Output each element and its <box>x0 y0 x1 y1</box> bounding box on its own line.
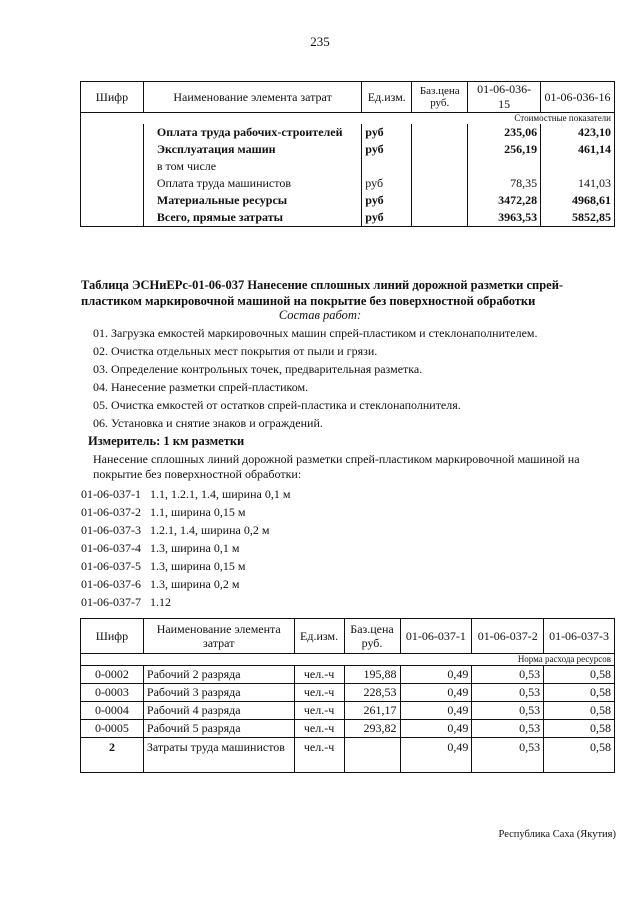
table-row <box>81 666 615 684</box>
code-item <box>81 559 245 574</box>
work-item: 01. Загрузка емкостей маркировочных машин спрей-пластиком и стеклонаполнителем. <box>93 326 538 340</box>
work-item: 02. Очистка отдельных мест покрытия от пыли и грязи. <box>93 344 378 358</box>
code-item <box>81 487 290 502</box>
row-value-15: 256,19 <box>468 141 541 158</box>
row-value-16: 461,14 <box>541 141 615 158</box>
row-name: Рабочий 5 разряда <box>143 720 294 738</box>
row-value-1: 0,49 <box>400 684 472 702</box>
row-value-1: 0,49 <box>400 702 472 720</box>
table-header-row <box>81 82 615 113</box>
row-price <box>344 738 400 773</box>
code-id: 01-06-037-5 <box>81 559 141 573</box>
row-value-3: 0,58 <box>544 738 615 773</box>
row-name: Затраты труда машинистов <box>143 738 294 773</box>
row-value-1: 0,49 <box>400 720 472 738</box>
header-col-2: 01-06-037-2 <box>472 619 544 654</box>
code-id: 01-06-037-1 <box>81 487 141 501</box>
row-value-2: 0,53 <box>472 738 544 773</box>
row-unit: чел.-ч <box>294 702 344 720</box>
work-item: 06. Установка и снятие знаков и ограждений. <box>93 416 323 430</box>
row-code: 0-0002 <box>81 666 144 684</box>
header-base-price: Баз.цена руб. <box>412 82 468 113</box>
row-unit: руб <box>362 209 412 227</box>
code-text: 1.3, ширина 0,15 м <box>150 559 246 573</box>
row-value-3: 0,58 <box>544 702 615 720</box>
work-item: 05. Очистка емкостей от остатков спрей-пластика и стеклонаполнителя. <box>93 398 461 412</box>
row-name: Оплата труда рабочих-строителей <box>143 124 361 141</box>
code-id: 01-06-037-7 <box>81 595 141 609</box>
code-text: 1.2.1, 1.4, ширина 0,2 м <box>150 523 270 537</box>
code-id: 01-06-037-2 <box>81 505 141 519</box>
header-name: Наименование элемента затрат <box>143 619 294 654</box>
row-unit: чел.-ч <box>294 666 344 684</box>
band-label: Норма расхода ресурсов <box>81 654 615 666</box>
row-value-16: 423,10 <box>541 124 615 141</box>
code-id: 01-06-037-3 <box>81 523 141 537</box>
row-code: 0-0003 <box>81 684 144 702</box>
band-label: Стоимостные показатели <box>81 113 615 125</box>
row-value-3: 0,58 <box>544 666 615 684</box>
code-text: 1.3, ширина 0,2 м <box>150 577 240 591</box>
works-heading: Состав работ: <box>278 308 362 322</box>
row-name: Рабочий 3 разряда <box>143 684 294 702</box>
work-item: 03. Определение контрольных точек, предварительная разметка. <box>93 362 423 376</box>
code-text: 1.1, ширина 0,15 м <box>150 505 246 519</box>
header-code: Шифр <box>81 82 144 113</box>
table-row <box>81 158 615 175</box>
header-col-16: 01-06-036-16 <box>541 82 615 113</box>
row-value-2: 0,53 <box>472 684 544 702</box>
row-name: в том числе <box>143 158 361 175</box>
table-header-row <box>81 619 615 654</box>
code-text: 1.12 <box>150 595 171 609</box>
code-item <box>81 541 239 556</box>
table-row <box>81 684 615 702</box>
row-value-2: 0,53 <box>472 702 544 720</box>
row-code: 2 <box>81 738 144 773</box>
row-value-3: 0,58 <box>544 684 615 702</box>
header-col-15: 01-06-036-15 <box>468 82 541 113</box>
table-row <box>81 124 615 141</box>
row-value-1: 0,49 <box>400 738 472 773</box>
row-price: 261,17 <box>344 702 400 720</box>
table-title: Таблица ЭСНиЕРс-01-06-037 Нанесение сплошных линий дорожной разметки спрей-пластиком маркировочной машиной на покрытие без поверхностной обработки <box>81 278 564 308</box>
row-unit: руб <box>362 124 412 141</box>
row-unit: чел.-ч <box>294 684 344 702</box>
table-row <box>81 738 615 773</box>
row-name: Рабочий 4 разряда <box>143 702 294 720</box>
row-code: 0-0005 <box>81 720 144 738</box>
code-item <box>81 577 239 592</box>
table-row <box>81 192 615 209</box>
header-unit: Ед.изм. <box>294 619 344 654</box>
row-unit: руб <box>362 175 412 192</box>
table-row <box>81 209 615 227</box>
row-price: 293,82 <box>344 720 400 738</box>
row-value-3: 0,58 <box>544 720 615 738</box>
row-price: 228,53 <box>344 684 400 702</box>
row-value-15: 3472,28 <box>468 192 541 209</box>
row-name: Рабочий 2 разряда <box>143 666 294 684</box>
table-row <box>81 720 615 738</box>
code-text: 1.1, 1.2.1, 1.4, ширина 0,1 м <box>150 487 291 501</box>
table-row <box>81 702 615 720</box>
row-price: 195,88 <box>344 666 400 684</box>
row-value-2: 0,53 <box>472 720 544 738</box>
measure-unit: Измеритель: 1 км разметки <box>88 434 245 448</box>
band-row <box>81 113 615 125</box>
row-value-1: 0,49 <box>400 666 472 684</box>
table-row <box>81 175 615 192</box>
header-name: Наименование элемента затрат <box>143 82 361 113</box>
work-description: Нанесение сплошных линий дорожной разметки спрей-пластиком маркировочной машиной на покрытие без поверхностной обработки: <box>93 452 580 481</box>
header-col-3: 01-06-037-3 <box>544 619 615 654</box>
row-unit: чел.-ч <box>294 738 344 773</box>
row-value-16: 141,03 <box>541 175 615 192</box>
row-value-15: 235,06 <box>468 124 541 141</box>
code-item <box>81 523 269 538</box>
row-name: Эксплуатация машин <box>143 141 361 158</box>
row-value-2: 0,53 <box>472 666 544 684</box>
code-id: 01-06-037-4 <box>81 541 141 555</box>
row-name: Материальные ресурсы <box>143 192 361 209</box>
code-id: 01-06-037-6 <box>81 577 141 591</box>
header-code: Шифр <box>81 619 144 654</box>
region-footer: Республика Саха (Якутия) <box>498 829 616 840</box>
row-value-16: 4968,61 <box>541 192 615 209</box>
row-unit: руб <box>362 141 412 158</box>
row-value-15: 3963,53 <box>468 209 541 227</box>
cost-indicators-table <box>80 81 615 227</box>
work-item: 04. Нанесение разметки спрей-пластиком. <box>93 380 309 394</box>
resource-norms-table <box>80 618 615 773</box>
header-base-price: Баз.цена руб. <box>344 619 400 654</box>
header-col-1: 01-06-037-1 <box>400 619 472 654</box>
header-unit: Ед.изм. <box>362 82 412 113</box>
row-value-15: 78,35 <box>468 175 541 192</box>
code-item <box>81 505 245 520</box>
code-item <box>81 595 171 610</box>
row-name: Оплата труда машинистов <box>143 175 361 192</box>
row-code: 0-0004 <box>81 702 144 720</box>
code-text: 1.3, ширина 0,1 м <box>150 541 240 555</box>
row-unit: руб <box>362 192 412 209</box>
page-number: 235 <box>310 34 330 49</box>
row-unit: чел.-ч <box>294 720 344 738</box>
row-name: Всего, прямые затраты <box>143 209 361 227</box>
table-row <box>81 141 615 158</box>
row-value-16: 5852,85 <box>541 209 615 227</box>
band-row <box>81 654 615 666</box>
